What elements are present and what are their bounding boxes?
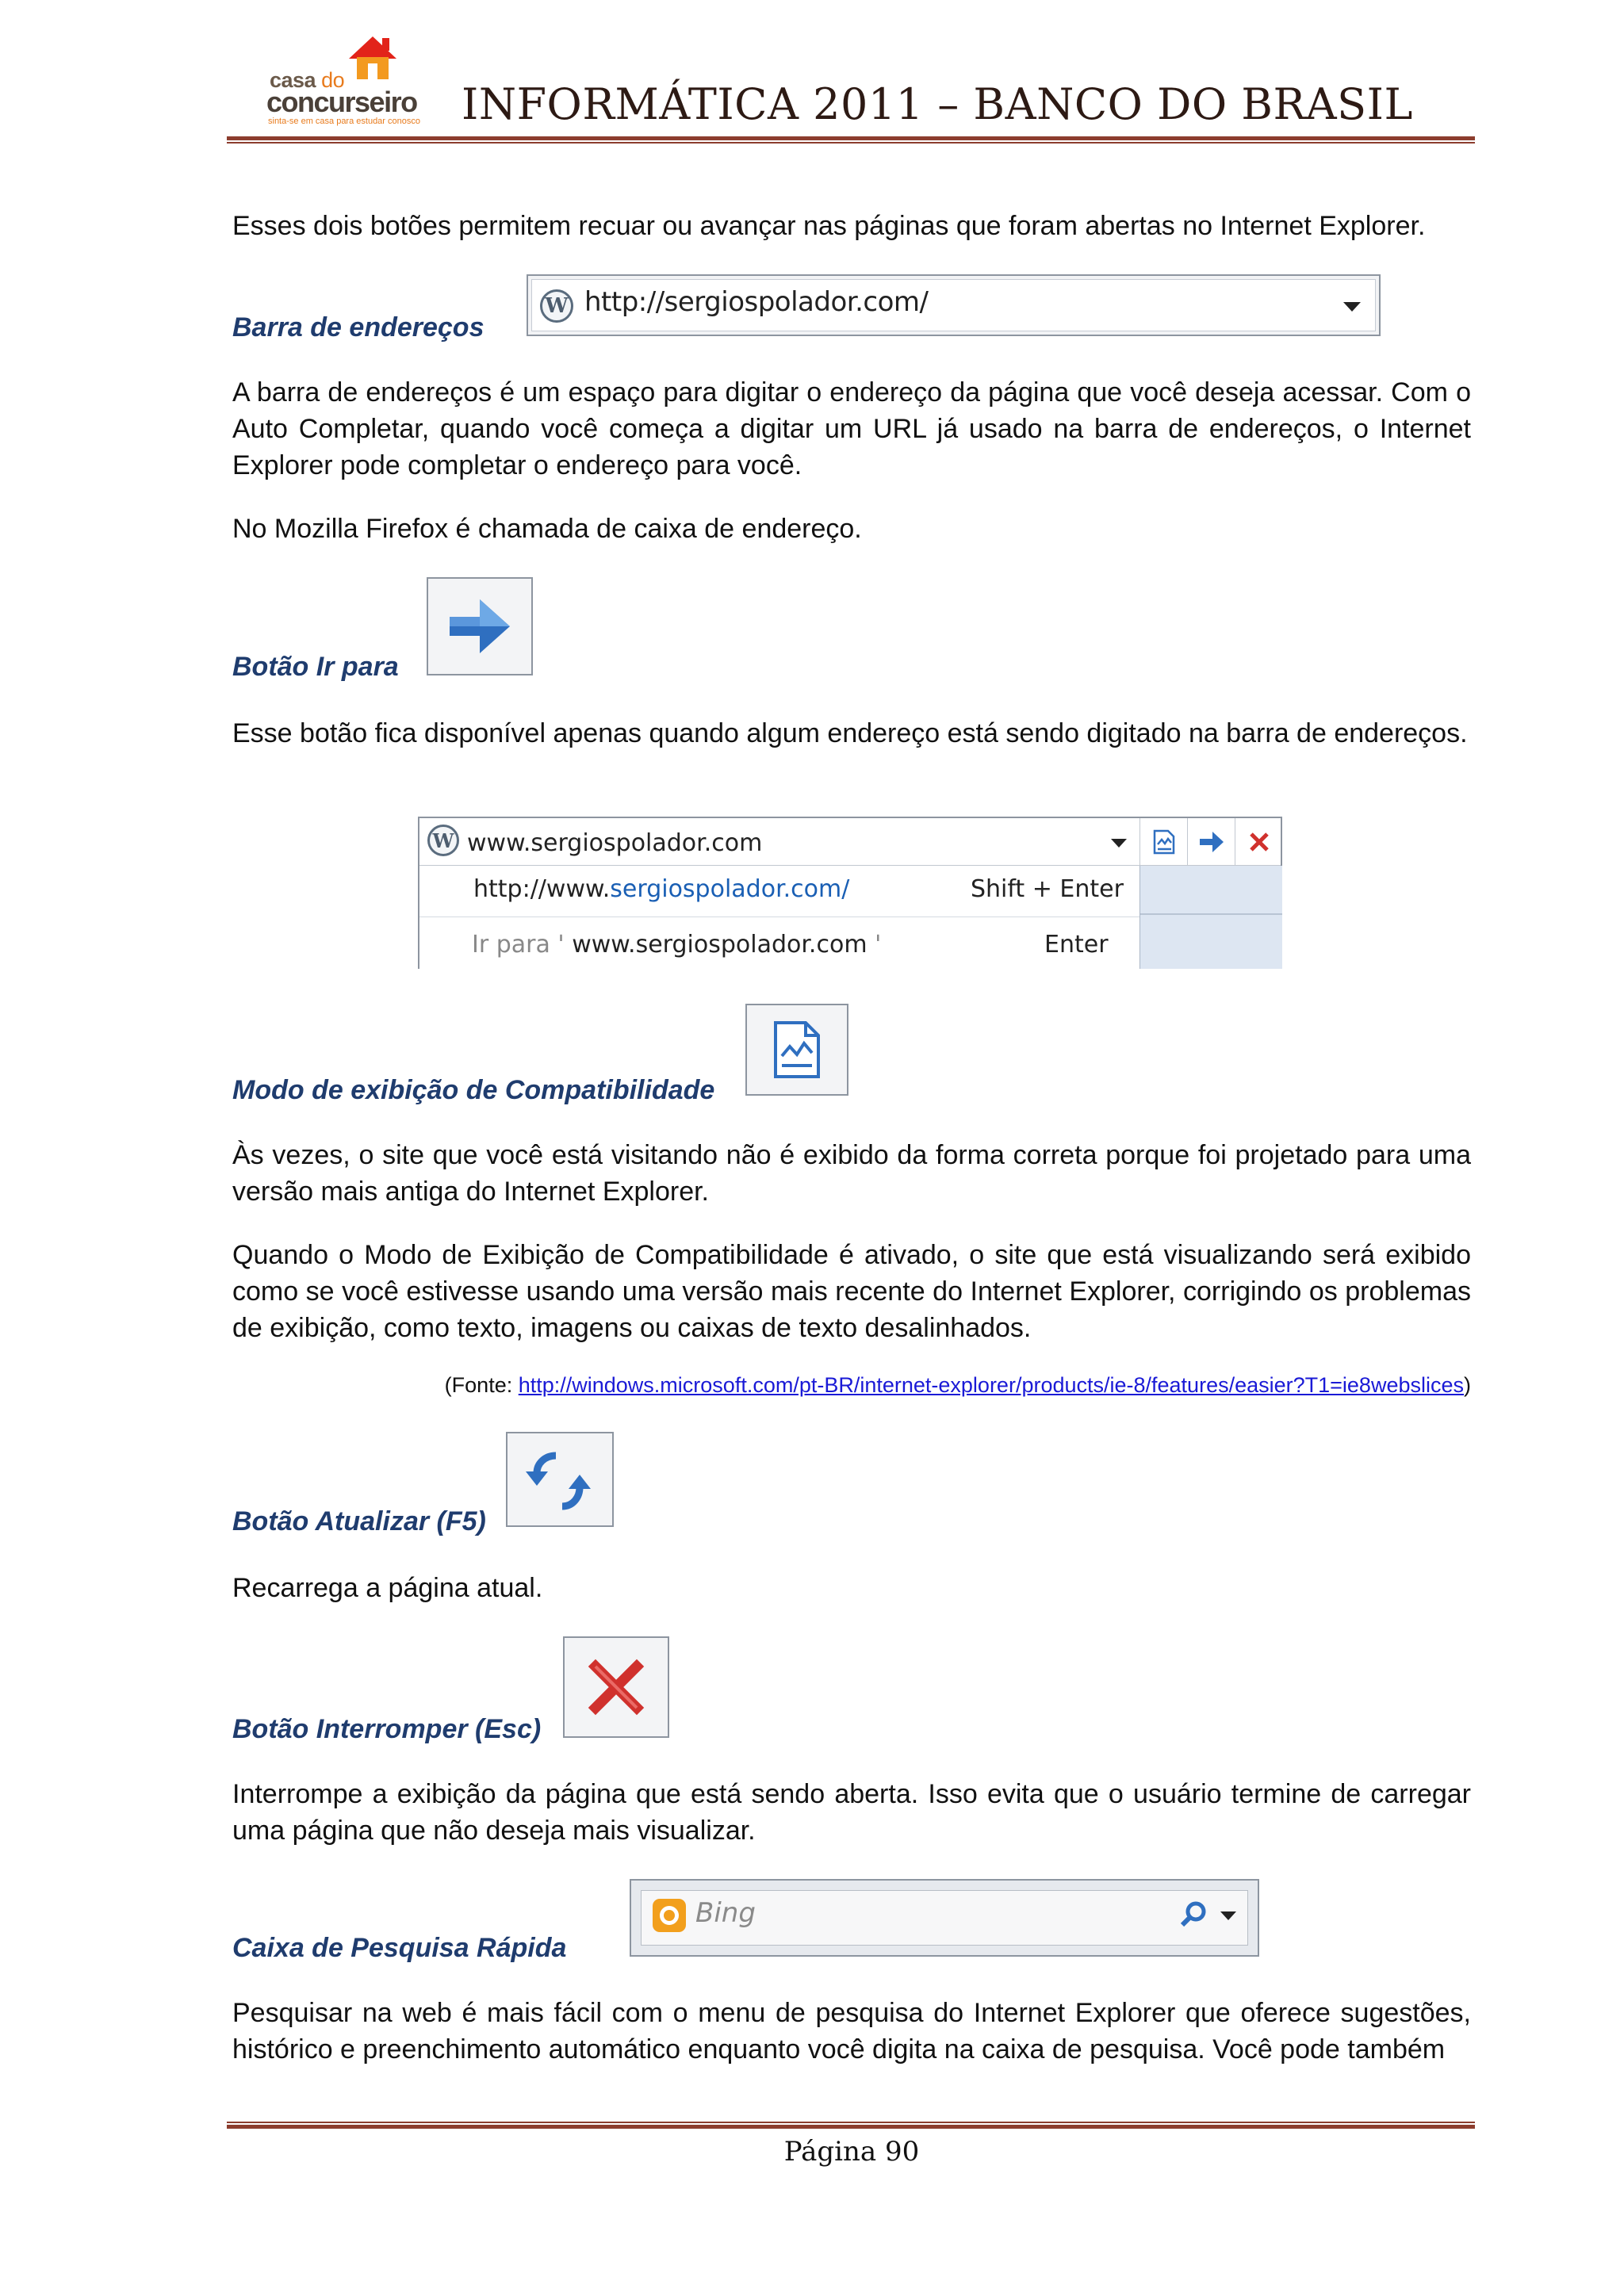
- go-to-shortcut: Enter: [1044, 931, 1109, 959]
- address-bar-url: http://sergiospolador.com/: [584, 286, 929, 318]
- go-arrow-icon: [1198, 830, 1225, 854]
- go-arrow-icon: [446, 595, 513, 658]
- heading-search: Caixa de Pesquisa Rápida: [232, 1933, 567, 1963]
- stop-paragraph: Interrompe a exibição da página que está sendo aberta. Isso evita que o usuário termine de carregar uma página que não deseja mais visualizar.: [232, 1779, 1471, 1846]
- house-logo-icon: [344, 32, 401, 81]
- logo-casa-do: casa do: [270, 68, 345, 92]
- compat-small-button: [1139, 818, 1187, 866]
- suggestion-list: [419, 866, 1139, 969]
- wordpress-icon: W: [427, 825, 459, 856]
- suggestion-url: http://www.sergiospolador.com/: [473, 875, 850, 903]
- stop-button-figure: [563, 1636, 669, 1738]
- heading-compat: Modo de exibição de Compatibilidade: [232, 1075, 715, 1105]
- dropdown-arrow-icon: [1343, 302, 1361, 312]
- source-link[interactable]: http://windows.microsoft.com/pt-BR/internet-explorer/products/ie-8/features/easier?T1=ie8webslices: [518, 1373, 1464, 1397]
- refresh-icon: [524, 1448, 596, 1511]
- go-button-figure: [427, 577, 533, 675]
- casa-do-concurseiro-logo: [262, 32, 420, 127]
- compat-paragraph-2: Quando o Modo de Exibição de Compatibilidade é ativado, o site que está visualizando será exibido como se você estivesse usando uma versão mais recente do Internet Explorer, corrigindo os problemas de exibição, como texto, imagens ou caixas de texto desalinhados.: [232, 1240, 1471, 1343]
- go-button-dropdown-figure: [418, 817, 1282, 969]
- address-bar-figure: [527, 274, 1381, 336]
- go-button-paragraph: Esse botão fica disponível apenas quando algum endereço está sendo digitado na barra de endereços.: [232, 718, 1468, 748]
- logo-slogan: sinta-se em casa para estudar conosco: [268, 117, 420, 126]
- suggestion-divider: [419, 916, 1139, 917]
- stop-icon: [1248, 831, 1270, 853]
- compat-button-figure: [745, 1004, 848, 1096]
- heading-address-bar: Barra de endereços: [232, 312, 485, 342]
- compat-source: (Fonte: http://windows.microsoft.com/pt-BR/internet-explorer/products/ie-8/features/easier?T1=ie8webslices): [444, 1373, 1471, 1397]
- address-bar-paragraph: A barra de endereços é um espaço para digitar o endereço da página que você deseja acessar. Com o Auto Completar, quando você começa a digitar um URL já usado na barra de endereços, o Internet Explorer pode completar o endereço para você.: [232, 377, 1471, 480]
- wordpress-icon: W: [540, 289, 573, 323]
- search-magnifier-icon: [1179, 1900, 1208, 1929]
- page-header-title: INFORMÁTICA 2011 – BANCO DO BRASIL: [462, 79, 1413, 129]
- stop-small-button: [1235, 818, 1282, 866]
- heading-stop: Botão Interromper (Esc): [232, 1714, 542, 1744]
- heading-go-button: Botão Ir para: [232, 652, 399, 682]
- intro-paragraph: Esses dois botões permitem recuar ou avançar nas páginas que foram abertas no Internet Explorer.: [232, 211, 1426, 241]
- header-rule: [227, 136, 1475, 140]
- footer-rule: [227, 2125, 1475, 2129]
- footer-rule-thin: [227, 2122, 1475, 2123]
- compat-paragraph-1: Às vezes, o site que você está visitando não é exibido da forma correta porque foi projetado para uma versão mais antiga do Internet Explorer.: [232, 1140, 1471, 1207]
- heading-refresh: Botão Atualizar (F5): [232, 1506, 486, 1536]
- search-paragraph: Pesquisar na web é mais fácil com o menu de pesquisa do Internet Explorer que oferece sugestões, histórico e preenchimento automático enquanto você digita na caixa de pesquisa. Você pode também: [232, 1998, 1471, 2064]
- go-small-button: [1187, 818, 1235, 866]
- refresh-paragraph: Recarrega a página atual.: [232, 1573, 543, 1603]
- logo-concurseiro: concurseiro: [266, 86, 417, 118]
- refresh-button-figure: [506, 1432, 614, 1527]
- compatibility-view-icon: [771, 1020, 823, 1080]
- compatibility-view-icon: [1152, 828, 1176, 855]
- search-placeholder: Bing: [695, 1897, 756, 1929]
- typed-address: www.sergiospolador.com: [467, 829, 763, 857]
- firefox-paragraph: No Mozilla Firefox é chamada de caixa de endereço.: [232, 514, 862, 544]
- go-to-entry: Ir para ' www.sergiospolador.com ': [472, 931, 882, 959]
- page-number: Página 90: [783, 2136, 920, 2168]
- search-box-figure: [630, 1879, 1259, 1957]
- dropdown-arrow-icon: [1220, 1911, 1236, 1920]
- header-rule-thin: [227, 142, 1475, 144]
- bing-icon: [653, 1899, 686, 1932]
- dropdown-side-panel: [1139, 866, 1282, 969]
- dropdown-arrow-icon: [1111, 839, 1127, 848]
- stop-icon: [588, 1659, 645, 1716]
- suggestion-shortcut: Shift + Enter: [971, 875, 1124, 903]
